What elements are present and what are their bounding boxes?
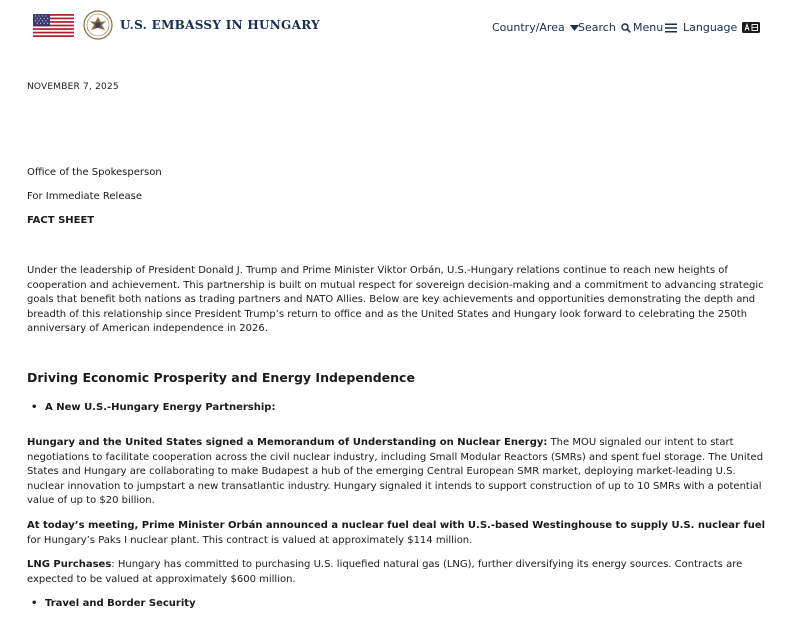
language-icon [742,22,760,33]
country-area-dropdown[interactable] [492,21,579,34]
embassy-seal-icon[interactable] [83,10,113,40]
section-heading: Driving Economic Prosperity and Energy Independence [27,370,415,385]
nuclear-mou-text: The MOU signaled our intent to start negotiations to facilitate cooperation across the civil nuclear industry, including Small Modular Reactors (SMRs) and spent fuel storage. The United States and Hungary are collaborating to make Budapest a hub of the emerging Central European SMR market, deploying market-leading U.S. nuclear innovation to jumpstart a new transatlantic industry. Hungary signaled it intends to support construction of up to 10 SMRs with a potential value of up to $20 billion. [27,437,764,506]
release-line: For Immediate Release [27,191,142,202]
us-flag-icon[interactable] [33,14,74,37]
nuclear-mou-paragraph [27,436,767,509]
lng-text: : Hungary has committed to purchasing U.S. liquefied natural gas (LNG), further diversifying its energy sources. Contracts are expected to be valued at approximately $600 million. [27,559,743,585]
site-header [0,0,800,56]
fact-sheet-label: FACT SHEET [27,215,95,226]
hamburger-menu-icon [665,23,677,33]
nuclear-fuel-lead: At today’s meeting, Prime Minister Orbán announced a nuclear fuel deal with U.S.-based Westinghouse to supply U.S. nuclear fuel [27,520,766,531]
lng-paragraph [27,558,767,587]
nuclear-mou-lead: Hungary and the United States signed a Memorandum of Understanding on Nuclear Energy: [27,437,548,448]
language-selector[interactable] [683,21,760,34]
nuclear-fuel-text: for Hungary’s Paks I nuclear plant. This contract is valued at approximately $114 million. [27,534,473,546]
publish-date: NOVEMBER 7, 2025 [27,82,119,92]
bullet-travel-border: • Travel and Border Security [31,598,196,609]
menu-label: Menu [633,21,664,34]
office-line: Office of the Spokesperson [27,167,162,178]
intro-paragraph: Under the leadership of President Donald J. Trump and Prime Minister Viktor Orbán, U.S.-Hungary relations continue to reach new heights of cooperation and achievement. This partnership is built on mutual respect for sovereign decision-making and a commitment to advancing strategic goals that benefit both nations as trading partners and NATO Allies. Below are key achievements and opportunities demonstrating the depth and breadth of this relationship since President Trump’s return to office and as the United States and Hungary look forward to celebrating the 250th anniversary of American independence in 2026. [27,265,764,334]
site-title[interactable]: U.S. EMBASSY IN HUNGARY [120,18,320,32]
nuclear-fuel-paragraph [27,519,767,548]
menu-button[interactable] [633,21,677,34]
bullet-energy-partnership: • A New U.S.-Hungary Energy Partnership: [31,402,275,413]
language-label: Language [683,21,738,34]
search-button[interactable] [578,21,631,34]
country-area-label: Country/Area [492,21,565,34]
search-label: Search [578,21,616,34]
lng-lead: LNG Purchases [27,559,112,570]
search-icon [621,23,631,33]
